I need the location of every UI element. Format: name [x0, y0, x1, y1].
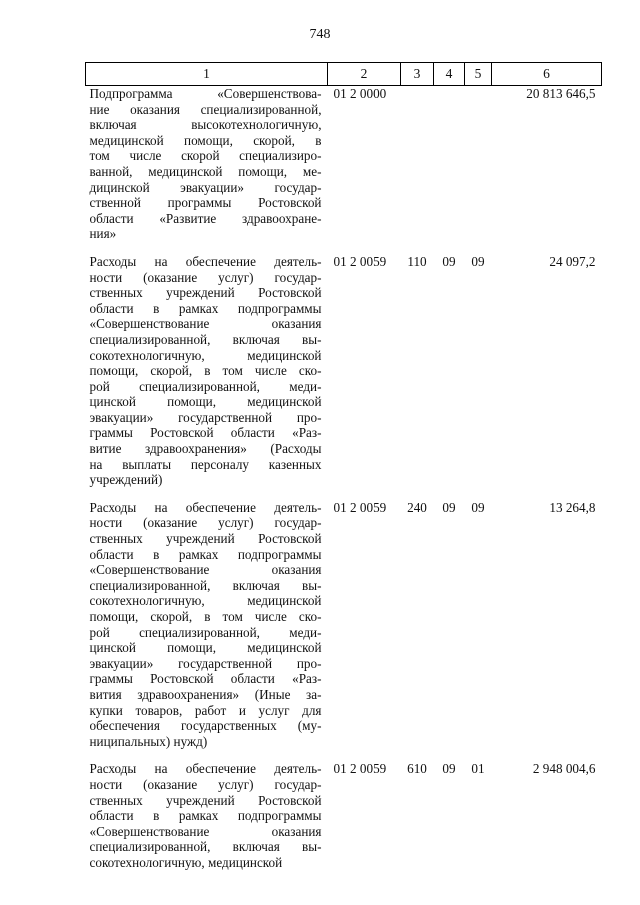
- description-line: специализированной, включая вы-: [89, 839, 322, 855]
- description-line: сокотехнологичную, медицинской: [89, 347, 322, 363]
- description-line: ванной, медицинской помощи, ме-: [89, 163, 322, 179]
- description-line: области в рамках подпрограммы: [89, 546, 322, 562]
- description-line: включая высокотехнологичную,: [89, 117, 322, 133]
- description-line: сокотехнологичную, медицинской: [89, 593, 322, 609]
- column-header: 1: [86, 63, 328, 86]
- description-line: области «Развитие здравоохране-: [89, 210, 322, 226]
- description-line: ние оказания специализированной,: [89, 101, 322, 117]
- amount-value: 24 097,2: [549, 253, 596, 269]
- description-line: ния»: [89, 226, 117, 242]
- description-line: том числе скорой специализиро-: [89, 148, 322, 164]
- table-body: [86, 86, 602, 871]
- target-article-code: 01 2 0000: [333, 86, 387, 101]
- table-row: [86, 86, 602, 242]
- description-line: ственных учреждений Ростовской: [89, 285, 322, 301]
- table-row: [86, 761, 602, 870]
- page-number: 748: [309, 27, 331, 42]
- expense-type-code: 240: [407, 499, 427, 515]
- description-line: цинской помощи, медицинской: [89, 640, 322, 656]
- description-line: дицинской эвакуации» государ-: [89, 179, 322, 195]
- description-line: учреждений): [89, 472, 163, 488]
- amount-value: 20 813 646,5: [526, 86, 596, 101]
- subsection-code: 09: [471, 499, 485, 515]
- description-line: рой специализированной, меди-: [89, 624, 322, 640]
- target-article-code: 01 2 0059: [333, 761, 387, 777]
- description-line: «Совершенствование оказания: [89, 823, 322, 839]
- expense-type-code: 610: [407, 761, 427, 777]
- description-line: вития здравоохранения» (Иные за-: [89, 686, 322, 702]
- table-row: [86, 500, 602, 750]
- description-line: Подпрограмма «Совершенствова-: [89, 86, 322, 101]
- description-line: граммы Ростовской области «Раз-: [89, 425, 322, 441]
- description-line: помощи, скорой, в том числе ско-: [89, 363, 322, 379]
- description-line: медицинской помощи, скорой, в: [89, 132, 322, 148]
- description-line: эвакуации» государственной про-: [89, 409, 322, 425]
- section-code: [434, 86, 465, 242]
- row-spacer: [86, 749, 602, 761]
- description-line: обеспечения государственных (му-: [89, 718, 322, 734]
- budget-table: [85, 62, 602, 871]
- column-header: 6: [492, 63, 602, 86]
- description-line: Расходы на обеспечение деятель-: [89, 499, 322, 515]
- description-line: купки товаров, работ и услуг для: [89, 702, 322, 718]
- description-line: ности (оказание услуг) государ-: [89, 776, 322, 792]
- expense-type-code: [401, 86, 434, 242]
- description-line: области в рамках подпрограммы: [89, 808, 322, 824]
- description-line: помощи, скорой, в том числе ско-: [89, 609, 322, 624]
- description-line: специализированной, включая вы-: [89, 577, 322, 593]
- description-line: граммы Ростовской области «Раз-: [89, 671, 322, 687]
- subsection-code: 09: [471, 253, 485, 269]
- description-line: «Совершенствование оказания: [89, 316, 322, 332]
- description-line: специализированной, включая вы-: [89, 331, 322, 347]
- description-line: Расходы на обеспечение деятель-: [89, 761, 322, 777]
- description-line: ственной программы Ростовской: [89, 195, 322, 211]
- amount-value: 13 264,8: [549, 499, 596, 515]
- section-code: 09: [442, 499, 456, 515]
- description-line: ственных учреждений Ростовской: [89, 792, 322, 808]
- subsection-code: 01: [471, 761, 485, 777]
- description-line: ности (оказание услуг) государ-: [89, 515, 322, 531]
- row-description: [86, 500, 328, 750]
- description-line: Расходы на обеспечение деятель-: [89, 253, 322, 269]
- target-article-code: 01 2 0059: [333, 253, 387, 269]
- description-line: сокотехнологичную, медицинской: [89, 854, 283, 870]
- section-code: 09: [442, 761, 456, 777]
- row-spacer: [86, 488, 602, 500]
- amount-value: 2 948 004,6: [532, 761, 596, 777]
- description-line: ности (оказание услуг) государ-: [89, 269, 322, 285]
- column-header: 3: [401, 63, 434, 86]
- description-line: витие здравоохранения» (Расходы: [89, 441, 322, 457]
- description-line: «Совершенствование оказания: [89, 562, 322, 578]
- row-description: [86, 86, 328, 242]
- description-line: эвакуации» государственной про-: [89, 655, 322, 671]
- description-line: ственных учреждений Ростовской: [89, 531, 322, 547]
- column-header: 5: [465, 63, 492, 86]
- description-line: на выплаты персоналу казенных: [89, 456, 322, 472]
- target-article-code: 01 2 0059: [333, 499, 387, 515]
- column-header: 2: [328, 63, 401, 86]
- row-description: [86, 761, 328, 870]
- description-line: цинской помощи, медицинской: [89, 394, 322, 410]
- description-line: области в рамках подпрограммы: [89, 300, 322, 316]
- description-line: рой специализированной, меди-: [89, 378, 322, 394]
- subsection-code: [465, 86, 492, 242]
- table-header-row: [86, 63, 602, 86]
- section-code: 09: [442, 253, 456, 269]
- table-row: [86, 254, 602, 488]
- column-header: 4: [434, 63, 465, 86]
- expense-type-code: 110: [407, 253, 427, 269]
- row-spacer: [86, 242, 602, 254]
- row-description: [86, 254, 328, 488]
- description-line: ниципальных) нужд): [89, 733, 208, 749]
